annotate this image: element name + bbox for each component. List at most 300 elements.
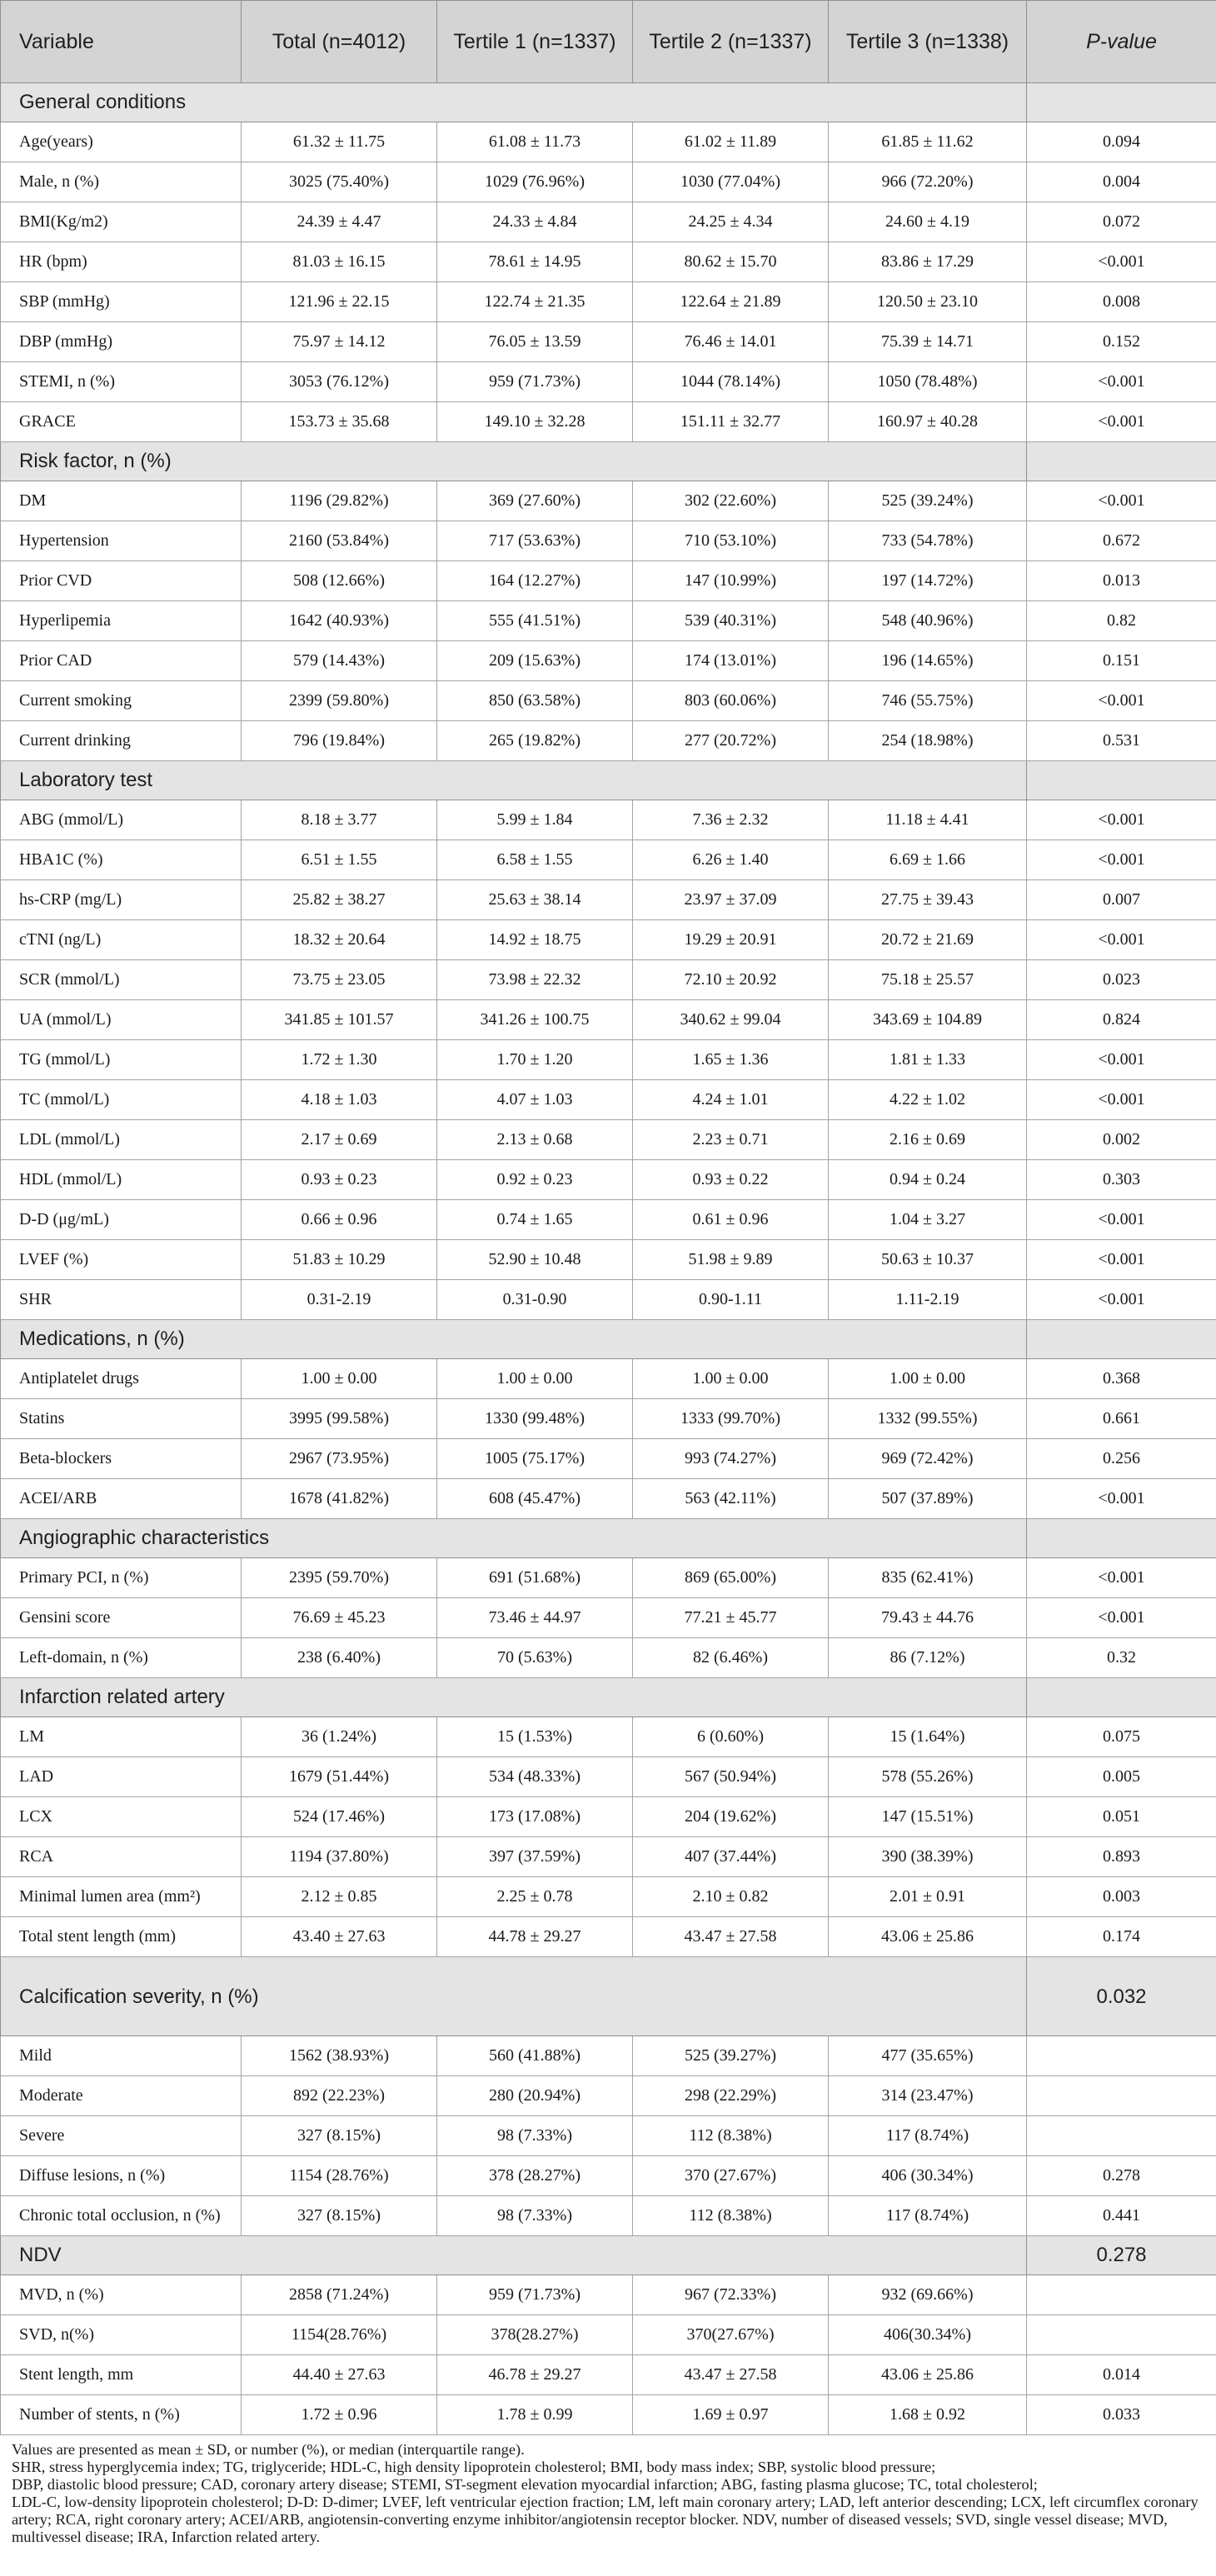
tertile-2-cell: 6.26 ± 1.40 [633,840,829,880]
variable-cell: SCR (mmol/L) [1,960,242,1000]
total-cell: 524 (17.46%) [242,1797,437,1837]
tertile-3-cell: 50.63 ± 10.37 [829,1240,1027,1280]
header-tertile-3: Tertile 3 (n=1338) [829,1,1027,83]
p-value-cell: 0.672 [1027,521,1216,561]
total-cell: 796 (19.84%) [242,721,437,761]
tertile-1-cell: 6.58 ± 1.55 [437,840,633,880]
section-header-row [1,83,1216,122]
tertile-3-cell: 507 (37.89%) [829,1479,1027,1519]
tertile-2-cell: 122.64 ± 21.89 [633,282,829,322]
tertile-3-cell: 15 (1.64%) [829,1717,1027,1757]
tertile-3-cell: 733 (54.78%) [829,521,1027,561]
tertile-2-cell: 1044 (78.14%) [633,362,829,402]
section-header-row [1,442,1216,481]
variable-cell: Prior CVD [1,561,242,601]
p-value-cell: 0.014 [1027,2355,1216,2395]
footnote-line: DBP, diastolic blood pressure; CAD, coronary artery disease; STEMI, ST-segment elevation myocardial infarction; ABG, fasting plasma glucose; TC, total cholesterol; [12,2476,1038,2493]
table-row [1,2275,1216,2315]
header-total: Total (n=4012) [242,1,437,83]
table-row [1,1877,1216,1917]
table-row [1,1399,1216,1439]
tertile-2-cell: 0.90-1.11 [633,1280,829,1320]
p-value-cell [1027,2076,1216,2116]
tertile-3-cell: 79.43 ± 44.76 [829,1598,1027,1638]
tertile-1-cell: 959 (71.73%) [437,2275,633,2315]
variable-cell: SVD, n(%) [1,2315,242,2355]
table-row [1,481,1216,521]
table-row [1,2355,1216,2395]
section-p-value: 0.032 [1027,1957,1216,2036]
tertile-1-cell: 280 (20.94%) [437,2076,633,2116]
tertile-2-cell: 407 (37.44%) [633,1837,829,1877]
tertile-3-cell: 969 (72.42%) [829,1439,1027,1479]
tertile-2-cell: 204 (19.62%) [633,1797,829,1837]
p-value-cell: <0.001 [1027,920,1216,960]
tertile-2-cell: 340.62 ± 99.04 [633,1000,829,1040]
variable-cell: ACEI/ARB [1,1479,242,1519]
table-row [1,880,1216,920]
tertile-2-cell: 23.97 ± 37.09 [633,880,829,920]
table-row [1,1200,1216,1240]
variable-cell: hs-CRP (mg/L) [1,880,242,920]
header-row [1,1,1216,83]
tertile-3-cell: 117 (8.74%) [829,2116,1027,2156]
tertile-3-cell: 61.85 ± 11.62 [829,122,1027,162]
tertile-1-cell: 369 (27.60%) [437,481,633,521]
section-header-row [1,761,1216,800]
total-cell: 2395 (59.70%) [242,1558,437,1598]
section-title: Medications, n (%) [1,1320,1027,1359]
total-cell: 2.17 ± 0.69 [242,1120,437,1160]
tertile-3-cell: 20.72 ± 21.69 [829,920,1027,960]
tertile-1-cell: 378(28.27%) [437,2315,633,2355]
tertile-2-cell: 525 (39.27%) [633,2036,829,2076]
section-header-row [1,1519,1216,1558]
variable-cell: Severe [1,2116,242,2156]
total-cell: 1.00 ± 0.00 [242,1359,437,1399]
p-value-cell: 0.075 [1027,1717,1216,1757]
variable-cell: Mild [1,2036,242,2076]
variable-cell: Number of stents, n (%) [1,2395,242,2435]
section-title: Risk factor, n (%) [1,442,1027,481]
total-cell: 2160 (53.84%) [242,521,437,561]
p-value-cell: 0.008 [1027,282,1216,322]
variable-cell: LCX [1,1797,242,1837]
table-row [1,362,1216,402]
table-row [1,1757,1216,1797]
tertile-3-cell: 75.18 ± 25.57 [829,960,1027,1000]
tertile-3-cell: 1.11-2.19 [829,1280,1027,1320]
tertile-1-cell: 560 (41.88%) [437,2036,633,2076]
table-row [1,1479,1216,1519]
tertile-3-cell: 932 (69.66%) [829,2275,1027,2315]
tertile-1-cell: 98 (7.33%) [437,2116,633,2156]
tertile-1-cell: 1330 (99.48%) [437,1399,633,1439]
tertile-3-cell: 525 (39.24%) [829,481,1027,521]
table-row [1,1280,1216,1320]
p-value-cell: 0.033 [1027,2395,1216,2435]
section-title: Laboratory test [1,761,1027,800]
total-cell: 892 (22.23%) [242,2076,437,2116]
p-value-cell: <0.001 [1027,840,1216,880]
variable-cell: LM [1,1717,242,1757]
tertile-2-cell: 1.65 ± 1.36 [633,1040,829,1080]
table-row [1,1439,1216,1479]
tertile-2-cell: 7.36 ± 2.32 [633,800,829,840]
tertile-1-cell: 149.10 ± 32.28 [437,402,633,442]
p-value-cell: 0.661 [1027,1399,1216,1439]
tertile-1-cell: 1029 (76.96%) [437,162,633,202]
p-value-cell: <0.001 [1027,1040,1216,1080]
total-cell: 8.18 ± 3.77 [242,800,437,840]
tertile-2-cell: 61.02 ± 11.89 [633,122,829,162]
table-row [1,122,1216,162]
footnote-line: Values are presented as mean ± SD, or number (%), or median (interquartile range). [12,2441,525,2458]
table-row [1,242,1216,282]
p-value-cell: 0.893 [1027,1837,1216,1877]
p-value-cell: <0.001 [1027,800,1216,840]
total-cell: 3053 (76.12%) [242,362,437,402]
tertile-2-cell: 0.61 ± 0.96 [633,1200,829,1240]
variable-cell: TC (mmol/L) [1,1080,242,1120]
tertile-1-cell: 0.31-0.90 [437,1280,633,1320]
tertile-2-cell: 993 (74.27%) [633,1439,829,1479]
total-cell: 61.32 ± 11.75 [242,122,437,162]
tertile-2-cell: 2.23 ± 0.71 [633,1120,829,1160]
tertile-1-cell: 44.78 ± 29.27 [437,1917,633,1957]
total-cell: 36 (1.24%) [242,1717,437,1757]
table-row [1,1160,1216,1200]
tertile-3-cell: 1332 (99.55%) [829,1399,1027,1439]
tertile-3-cell: 6.69 ± 1.66 [829,840,1027,880]
tertile-2-cell: 1.69 ± 0.97 [633,2395,829,2435]
table-row [1,1917,1216,1957]
tertile-2-cell: 19.29 ± 20.91 [633,920,829,960]
tertile-3-cell: 390 (38.39%) [829,1837,1027,1877]
tertile-3-cell: 1.04 ± 3.27 [829,1200,1027,1240]
p-value-cell: 0.004 [1027,162,1216,202]
tertile-1-cell: 73.46 ± 44.97 [437,1598,633,1638]
section-title: Angiographic characteristics [1,1519,1027,1558]
variable-cell: Antiplatelet drugs [1,1359,242,1399]
table-row [1,1837,1216,1877]
p-value-cell: 0.013 [1027,561,1216,601]
tertile-3-cell: 406(30.34%) [829,2315,1027,2355]
tertile-2-cell: 4.24 ± 1.01 [633,1080,829,1120]
tertile-3-cell: 0.94 ± 0.24 [829,1160,1027,1200]
variable-cell: HR (bpm) [1,242,242,282]
tertile-3-cell: 27.75 ± 39.43 [829,880,1027,920]
tertile-1-cell: 555 (41.51%) [437,601,633,641]
tertile-2-cell: 147 (10.99%) [633,561,829,601]
total-cell: 1642 (40.93%) [242,601,437,641]
tertile-3-cell: 11.18 ± 4.41 [829,800,1027,840]
p-value-cell: 0.051 [1027,1797,1216,1837]
variable-cell: Gensini score [1,1598,242,1638]
p-value-cell: 0.072 [1027,202,1216,242]
tertile-2-cell: 174 (13.01%) [633,641,829,681]
tertile-1-cell: 164 (12.27%) [437,561,633,601]
tertile-3-cell: 1.81 ± 1.33 [829,1040,1027,1080]
tertile-2-cell: 24.25 ± 4.34 [633,202,829,242]
tertile-1-cell: 52.90 ± 10.48 [437,1240,633,1280]
tertile-3-cell: 406 (30.34%) [829,2156,1027,2196]
header-p-value: P-value [1027,1,1216,83]
table-row [1,2036,1216,2076]
p-value-cell: <0.001 [1027,1240,1216,1280]
tertile-1-cell: 25.63 ± 38.14 [437,880,633,920]
variable-cell: ABG (mmol/L) [1,800,242,840]
p-value-cell: 0.256 [1027,1439,1216,1479]
table-row [1,681,1216,721]
table-header [1,1,1216,83]
tertile-3-cell: 4.22 ± 1.02 [829,1080,1027,1120]
p-value-cell: 0.151 [1027,641,1216,681]
tertile-3-cell: 1.68 ± 0.92 [829,2395,1027,2435]
p-value-cell: 0.003 [1027,1877,1216,1917]
table-row [1,2395,1216,2435]
p-value-cell: 0.368 [1027,1359,1216,1399]
variable-cell: UA (mmol/L) [1,1000,242,1040]
section-p-value [1027,761,1216,800]
tertile-2-cell: 80.62 ± 15.70 [633,242,829,282]
tertile-1-cell: 70 (5.63%) [437,1638,633,1678]
section-header-row [1,1320,1216,1359]
section-header-row [1,2236,1216,2275]
variable-cell: LDL (mmol/L) [1,1120,242,1160]
table-row [1,2156,1216,2196]
tertile-3-cell: 196 (14.65%) [829,641,1027,681]
tertile-2-cell: 370 (27.67%) [633,2156,829,2196]
tertile-1-cell: 73.98 ± 22.32 [437,960,633,1000]
header-variable: Variable [1,1,242,83]
variable-cell: DBP (mmHg) [1,322,242,362]
p-value-cell: 0.174 [1027,1917,1216,1957]
table-row [1,2116,1216,2156]
tertile-1-cell: 341.26 ± 100.75 [437,1000,633,1040]
table-row [1,561,1216,601]
section-header-row [1,1678,1216,1717]
tertile-2-cell: 1333 (99.70%) [633,1399,829,1439]
tertile-1-cell: 0.74 ± 1.65 [437,1200,633,1240]
tertile-1-cell: 15 (1.53%) [437,1717,633,1757]
p-value-cell: 0.152 [1027,322,1216,362]
tertile-1-cell: 46.78 ± 29.27 [437,2355,633,2395]
p-value-cell: 0.278 [1027,2156,1216,2196]
tertile-3-cell: 548 (40.96%) [829,601,1027,641]
p-value-cell: <0.001 [1027,481,1216,521]
total-cell: 1.72 ± 0.96 [242,2395,437,2435]
tertile-2-cell: 567 (50.94%) [633,1757,829,1797]
variable-cell: Hypertension [1,521,242,561]
section-p-value [1027,1678,1216,1717]
table-row [1,1638,1216,1678]
tertile-2-cell: 2.10 ± 0.82 [633,1877,829,1917]
tertile-1-cell: 691 (51.68%) [437,1558,633,1598]
section-title: Infarction related artery [1,1678,1027,1717]
p-value-cell: 0.441 [1027,2196,1216,2236]
section-p-value [1027,1519,1216,1558]
p-value-cell: <0.001 [1027,402,1216,442]
section-p-value: 0.278 [1027,2236,1216,2275]
tertile-2-cell: 82 (6.46%) [633,1638,829,1678]
section-p-value [1027,83,1216,122]
table-row [1,1717,1216,1757]
total-cell: 327 (8.15%) [242,2116,437,2156]
tertile-1-cell: 24.33 ± 4.84 [437,202,633,242]
total-cell: 2967 (73.95%) [242,1439,437,1479]
tertile-1-cell: 397 (37.59%) [437,1837,633,1877]
variable-cell: MVD, n (%) [1,2275,242,2315]
variable-cell: LAD [1,1757,242,1797]
total-cell: 327 (8.15%) [242,2196,437,2236]
tertile-1-cell: 534 (48.33%) [437,1757,633,1797]
p-value-cell: 0.303 [1027,1160,1216,1200]
total-cell: 238 (6.40%) [242,1638,437,1678]
table-row [1,402,1216,442]
p-value-cell: <0.001 [1027,1280,1216,1320]
variable-cell: Chronic total occlusion, n (%) [1,2196,242,2236]
tertile-3-cell: 1050 (78.48%) [829,362,1027,402]
total-cell: 0.31-2.19 [242,1280,437,1320]
variable-cell: Left-domain, n (%) [1,1638,242,1678]
table-row [1,1000,1216,1040]
tertile-1-cell: 209 (15.63%) [437,641,633,681]
p-value-cell [1027,2116,1216,2156]
tertile-3-cell: 746 (55.75%) [829,681,1027,721]
total-cell: 2399 (59.80%) [242,681,437,721]
table-row [1,641,1216,681]
p-value-cell: <0.001 [1027,1558,1216,1598]
p-value-cell: <0.001 [1027,1598,1216,1638]
tertile-1-cell: 4.07 ± 1.03 [437,1080,633,1120]
total-cell: 3995 (99.58%) [242,1399,437,1439]
tertile-3-cell: 120.50 ± 23.10 [829,282,1027,322]
tertile-3-cell: 24.60 ± 4.19 [829,202,1027,242]
variable-cell: SBP (mmHg) [1,282,242,322]
table-row [1,840,1216,880]
tertile-2-cell: 112 (8.38%) [633,2116,829,2156]
table-row [1,1240,1216,1280]
total-cell: 1196 (29.82%) [242,481,437,521]
tertile-1-cell: 2.13 ± 0.68 [437,1120,633,1160]
tertile-1-cell: 378 (28.27%) [437,2156,633,2196]
tertile-2-cell: 6 (0.60%) [633,1717,829,1757]
total-cell: 73.75 ± 23.05 [242,960,437,1000]
tertile-2-cell: 0.93 ± 0.22 [633,1160,829,1200]
tertile-2-cell: 72.10 ± 20.92 [633,960,829,1000]
variable-cell: DM [1,481,242,521]
variable-cell: Male, n (%) [1,162,242,202]
tertile-2-cell: 967 (72.33%) [633,2275,829,2315]
tertile-2-cell: 869 (65.00%) [633,1558,829,1598]
tertile-3-cell: 43.06 ± 25.86 [829,1917,1027,1957]
tertile-3-cell: 314 (23.47%) [829,2076,1027,2116]
table-row [1,721,1216,761]
total-cell: 153.73 ± 35.68 [242,402,437,442]
section-p-value [1027,442,1216,481]
tertile-2-cell: 710 (53.10%) [633,521,829,561]
total-cell: 2.12 ± 0.85 [242,1877,437,1917]
total-cell: 1678 (41.82%) [242,1479,437,1519]
tertile-3-cell: 2.01 ± 0.91 [829,1877,1027,1917]
tertile-1-cell: 61.08 ± 11.73 [437,122,633,162]
tertile-1-cell: 1.00 ± 0.00 [437,1359,633,1399]
total-cell: 0.66 ± 0.96 [242,1200,437,1240]
variable-cell: BMI(Kg/m2) [1,202,242,242]
tertile-3-cell: 578 (55.26%) [829,1757,1027,1797]
total-cell: 4.18 ± 1.03 [242,1080,437,1120]
table-row [1,1080,1216,1120]
tertile-1-cell: 173 (17.08%) [437,1797,633,1837]
total-cell: 75.97 ± 14.12 [242,322,437,362]
table-row [1,920,1216,960]
variable-cell: HBA1C (%) [1,840,242,880]
table-row [1,800,1216,840]
variable-cell: Minimal lumen area (mm²) [1,1877,242,1917]
table-row [1,521,1216,561]
footnote-line: SHR, stress hyperglycemia index; TG, triglyceride; HDL-C, high density lipoprotein cholesterol; BMI, body mass index; SBP, systolic blood pressure; [12,2459,936,2475]
tertile-2-cell: 370(27.67%) [633,2315,829,2355]
variable-cell: Current smoking [1,681,242,721]
p-value-cell: <0.001 [1027,1200,1216,1240]
total-cell: 1194 (37.80%) [242,1837,437,1877]
variable-cell: Prior CAD [1,641,242,681]
tertile-3-cell: 197 (14.72%) [829,561,1027,601]
total-cell: 6.51 ± 1.55 [242,840,437,880]
p-value-cell: 0.023 [1027,960,1216,1000]
tertile-2-cell: 563 (42.11%) [633,1479,829,1519]
tertile-1-cell: 959 (71.73%) [437,362,633,402]
tertile-2-cell: 77.21 ± 45.77 [633,1598,829,1638]
p-value-cell: 0.531 [1027,721,1216,761]
tertile-2-cell: 112 (8.38%) [633,2196,829,2236]
tertile-3-cell: 254 (18.98%) [829,721,1027,761]
table-row [1,1797,1216,1837]
section-p-value [1027,1320,1216,1359]
tertile-1-cell: 14.92 ± 18.75 [437,920,633,960]
total-cell: 2858 (71.24%) [242,2275,437,2315]
total-cell: 1679 (51.44%) [242,1757,437,1797]
p-value-cell: <0.001 [1027,362,1216,402]
p-value-cell: <0.001 [1027,1080,1216,1120]
variable-cell: SHR [1,1280,242,1320]
total-cell: 579 (14.43%) [242,641,437,681]
tertile-1-cell: 608 (45.47%) [437,1479,633,1519]
variable-cell: cTNI (ng/L) [1,920,242,960]
total-cell: 1.72 ± 1.30 [242,1040,437,1080]
tertile-1-cell: 1005 (75.17%) [437,1439,633,1479]
tertile-2-cell: 76.46 ± 14.01 [633,322,829,362]
section-title: Calcification severity, n (%) [1,1957,1027,2036]
tertile-1-cell: 1.78 ± 0.99 [437,2395,633,2435]
p-value-cell: 0.32 [1027,1638,1216,1678]
tertile-3-cell: 966 (72.20%) [829,162,1027,202]
table-row [1,601,1216,641]
total-cell: 1562 (38.93%) [242,2036,437,2076]
tertile-2-cell: 539 (40.31%) [633,601,829,641]
p-value-cell [1027,2315,1216,2355]
table-row [1,2076,1216,2116]
tertile-1-cell: 850 (63.58%) [437,681,633,721]
total-cell: 25.82 ± 38.27 [242,880,437,920]
tertile-3-cell: 117 (8.74%) [829,2196,1027,2236]
section-title: NDV [1,2236,1027,2275]
p-value-cell [1027,2275,1216,2315]
section-header-row [1,1957,1216,2036]
tertile-3-cell: 75.39 ± 14.71 [829,322,1027,362]
tertile-1-cell: 98 (7.33%) [437,2196,633,2236]
